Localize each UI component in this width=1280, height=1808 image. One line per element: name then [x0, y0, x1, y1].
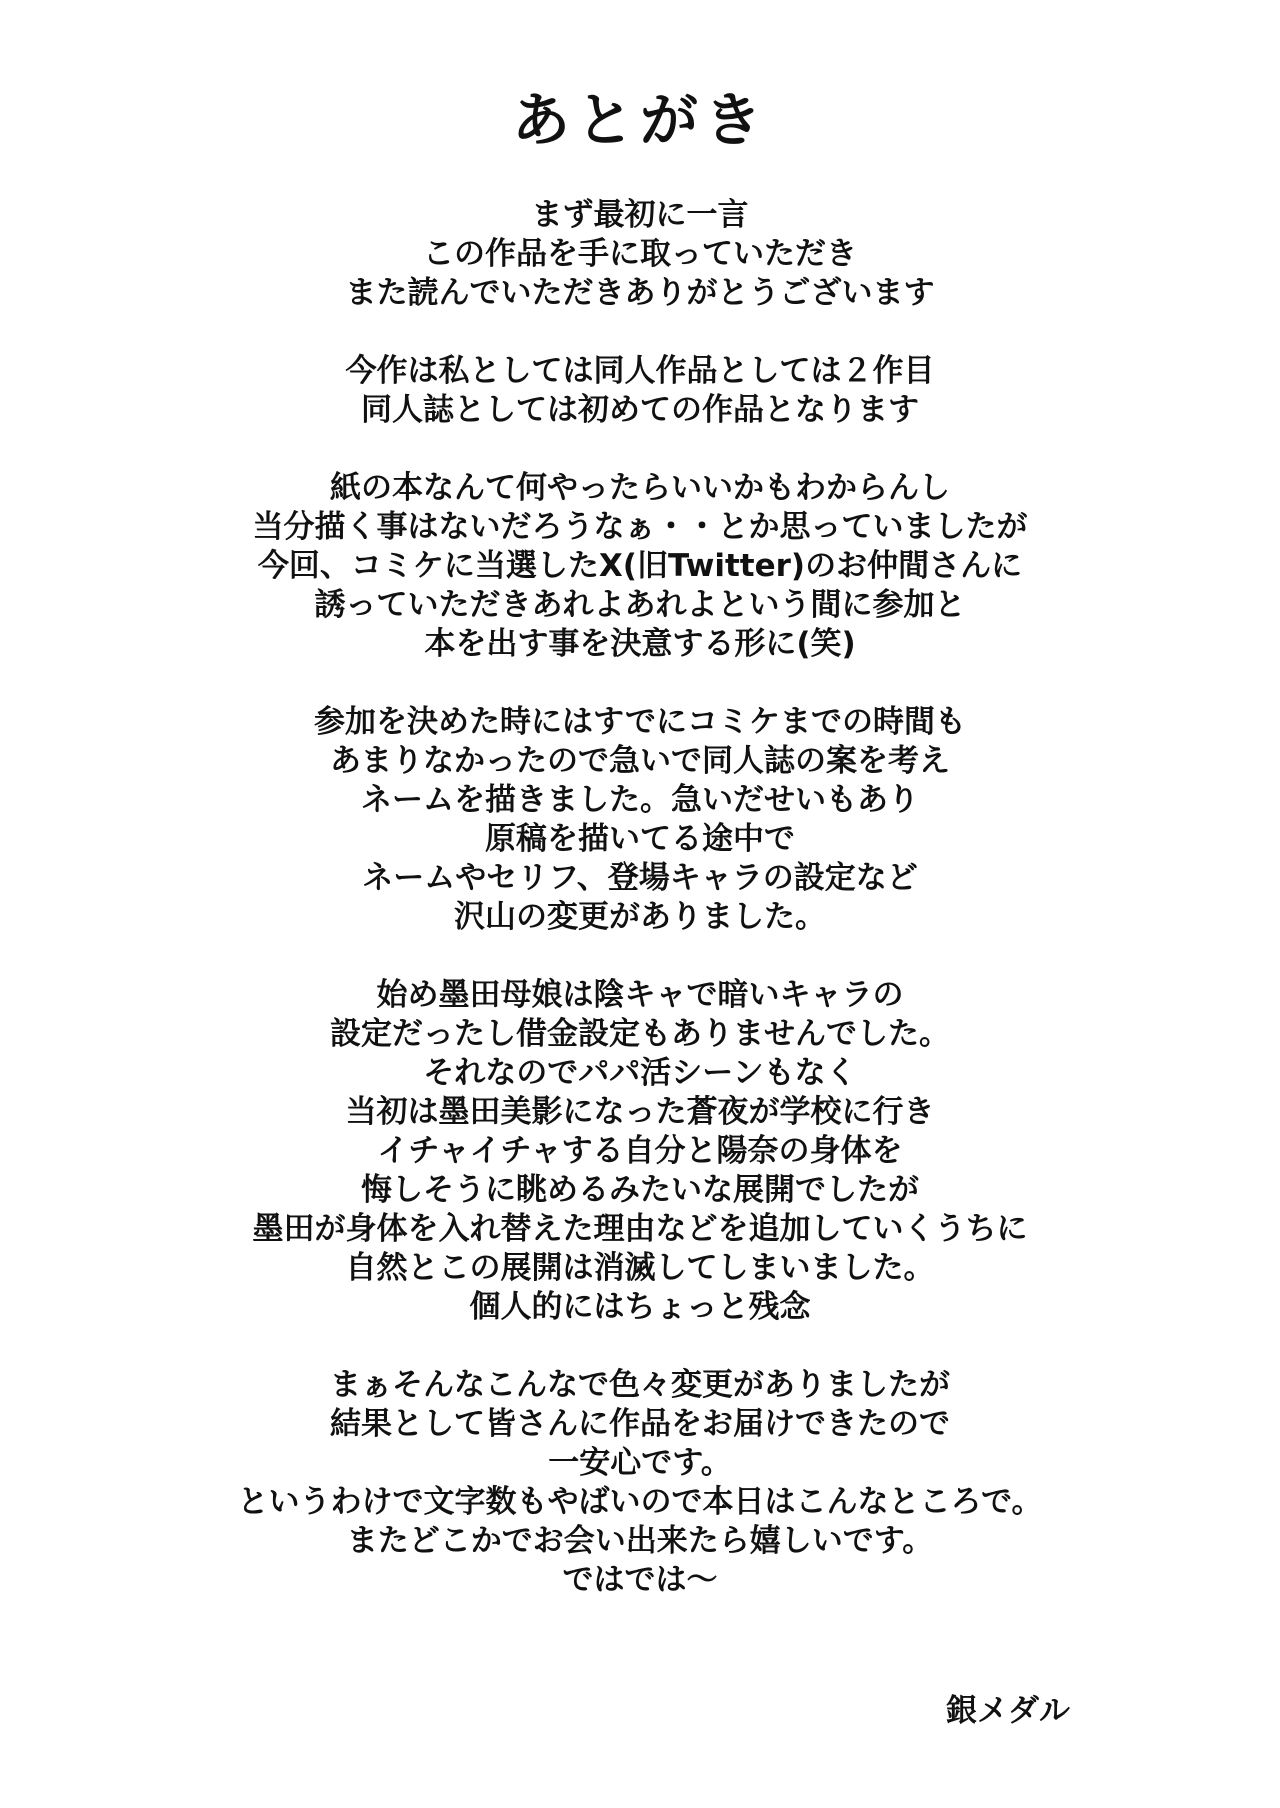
text-line: 始め墨田母娘は陰キャで暗いキャラの: [376, 977, 904, 1013]
page-title: あとがき: [511, 86, 768, 154]
text-line: あまりなかったので急いで同人誌の案を考え: [330, 743, 950, 779]
text-line: 今作は私としては同人作品としては２作目: [345, 353, 935, 389]
text-line: 原稿を描いてる途中で: [485, 821, 795, 857]
text-line: 自然とこの展開は消滅してしまいました。: [345, 1250, 935, 1286]
text-line: またどこかでお会い出来たら嬉しいです。: [346, 1523, 934, 1559]
text-line: 同人誌としては初めての作品となります: [361, 392, 919, 428]
text-line: ではでは〜: [562, 1562, 718, 1598]
paragraph: [60, 469, 1220, 664]
paragraph: [60, 196, 1220, 313]
text-line: この作品を手に取っていただき: [423, 236, 857, 272]
text-line: イチャイチャする自分と陽奈の身体を: [377, 1133, 903, 1169]
text-line: 個人的にはちょっと残念: [469, 1289, 811, 1325]
text-line: 誘っていただきあれよあれよという間に参加と: [314, 587, 966, 623]
text-line: 参加を決めた時にはすでにコミケまでの時間も: [314, 704, 966, 740]
text-line: まず最初に一言: [531, 197, 749, 233]
text-line: 当初は墨田美影になった蒼夜が学校に行き: [345, 1094, 935, 1130]
paragraph: [60, 703, 1220, 937]
text-line: ネームやセリフ、登場キャラの設定など: [362, 860, 918, 896]
afterword-body: [60, 196, 1220, 1600]
text-line: 沢山の変更がありました。: [454, 899, 826, 935]
text-line: というわけで文字数もやばいので本日はこんなところで。: [237, 1484, 1043, 1520]
text-line: 一安心です。: [548, 1445, 732, 1481]
text-line: ネームを描きました。急いだせいもあり: [361, 782, 919, 818]
text-line: 結果として皆さんに作品をお届けできたので: [330, 1406, 950, 1442]
text-line: 本を出す事を決意する形に(笑): [424, 626, 856, 662]
paragraph: [60, 352, 1220, 430]
text-line: 当分描く事はないだろうなぁ・・とか思っていましたが: [252, 509, 1028, 545]
text-line: 紙の本なんて何やったらいいかもわからんし: [330, 470, 950, 506]
text-line: 悔しそうに眺めるみたいな展開でしたが: [361, 1172, 919, 1208]
text-line: まぁそんなこんなで色々変更がありましたが: [330, 1367, 950, 1403]
paragraph: [60, 976, 1220, 1327]
text-line: それなのでパパ活シーンもなく: [423, 1055, 857, 1091]
paragraph: [60, 1366, 1220, 1600]
text-line: 今回、コミケに当選したX(旧Twitter)のお仲間さんに: [257, 548, 1023, 584]
text-line: 墨田が身体を入れ替えた理由などを追加していくうちに: [252, 1211, 1028, 1247]
author-signature: 銀メダル: [946, 1693, 1070, 1729]
text-line: また読んでいただきありがとうございます: [345, 275, 935, 311]
text-line: 設定だったし借金設定もありませんでした。: [330, 1016, 950, 1052]
